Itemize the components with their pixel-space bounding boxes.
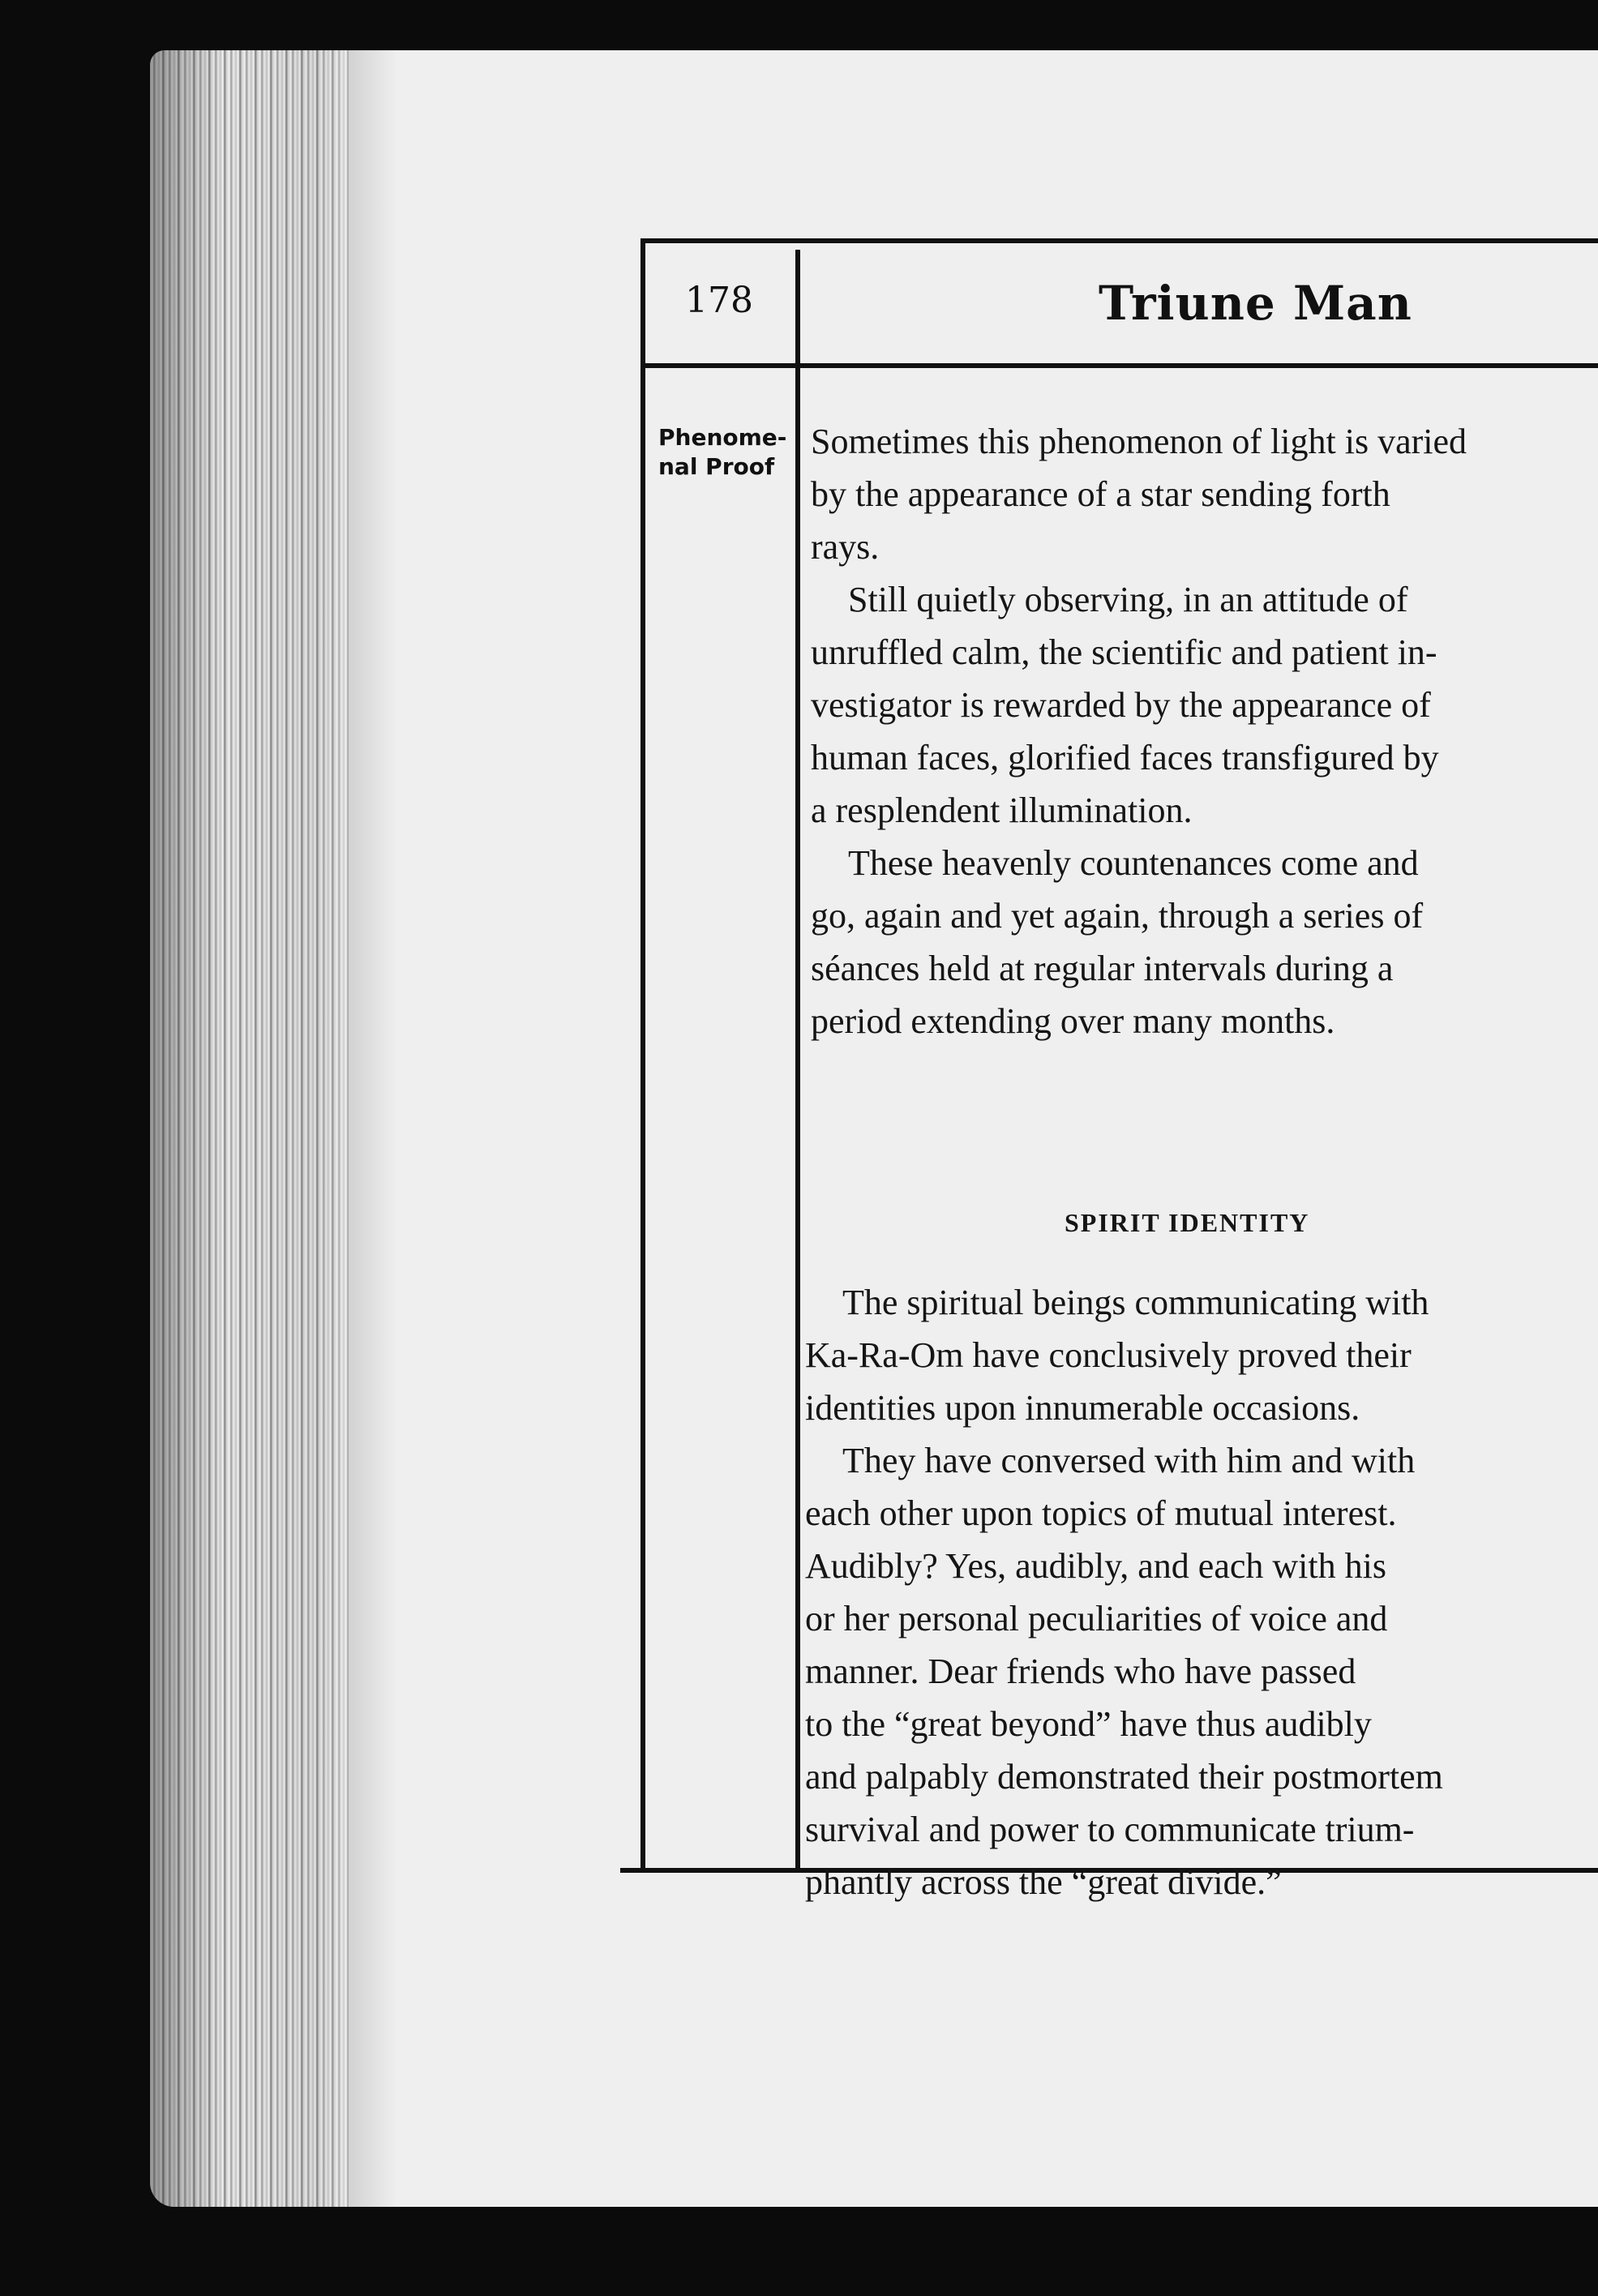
running-title: Triune Man <box>1099 276 1412 331</box>
text-line: human faces, glorified faces transfigured by <box>811 738 1439 777</box>
text-line: manner. Dear friends who have passed <box>805 1651 1356 1691</box>
text-line: The spiritual beings communicating with <box>842 1283 1429 1322</box>
text-line: go, again and yet again, through a series of <box>811 896 1424 936</box>
margin-note <box>658 423 792 482</box>
margin-note-line: Phenome- <box>658 424 787 451</box>
frame-left-rule <box>640 238 645 1871</box>
frame-margin-rule <box>795 250 800 1871</box>
text-line: identities upon innumerable occasions. <box>805 1388 1360 1428</box>
text-line: séances held at regular intervals during a <box>811 949 1394 988</box>
text-line: period extending over many months. <box>811 1001 1335 1041</box>
text-line: They have conversed with him and with <box>842 1441 1416 1480</box>
body-text-bottom <box>805 1276 1598 1908</box>
text-line: Audibly? Yes, audibly, and each with his <box>805 1546 1386 1586</box>
text-line: survival and power to communicate trium- <box>805 1810 1415 1849</box>
text-line: or her personal peculiarities of voice and <box>805 1599 1388 1638</box>
text-line: phantly across the “great divide.” <box>805 1862 1282 1902</box>
text-line: by the appearance of a star sending forth <box>811 474 1390 514</box>
frame-header-rule <box>645 363 1598 368</box>
text-line: and palpably demonstrated their postmortem <box>805 1757 1443 1797</box>
section-heading: SPIRIT IDENTITY <box>1065 1208 1310 1237</box>
text-line: each other upon topics of mutual interest. <box>805 1493 1397 1533</box>
book-page-edges <box>150 50 361 2207</box>
body-text-top <box>811 415 1598 1047</box>
text-line: unruffled calm, the scientific and patient in- <box>811 632 1437 672</box>
margin-note-line: nal Proof <box>658 453 775 480</box>
text-line: Still quietly observing, in an attitude of <box>848 580 1408 619</box>
text-line: vestigator is rewarded by the appearance of <box>811 685 1431 725</box>
text-line: Sometimes this phenomenon of light is varied <box>811 422 1467 461</box>
text-line: Ka-Ra-Om have conclusively proved their <box>805 1335 1412 1375</box>
text-line: to the “great beyond” have thus audibly <box>805 1704 1372 1744</box>
scan-background <box>0 2207 1598 2296</box>
text-line: These heavenly countenances come and <box>848 843 1419 883</box>
frame-top-rule <box>645 238 1598 243</box>
page-number: 178 <box>685 280 753 321</box>
text-line: rays. <box>811 527 880 567</box>
text-line: a resplendent illumination. <box>811 790 1193 830</box>
